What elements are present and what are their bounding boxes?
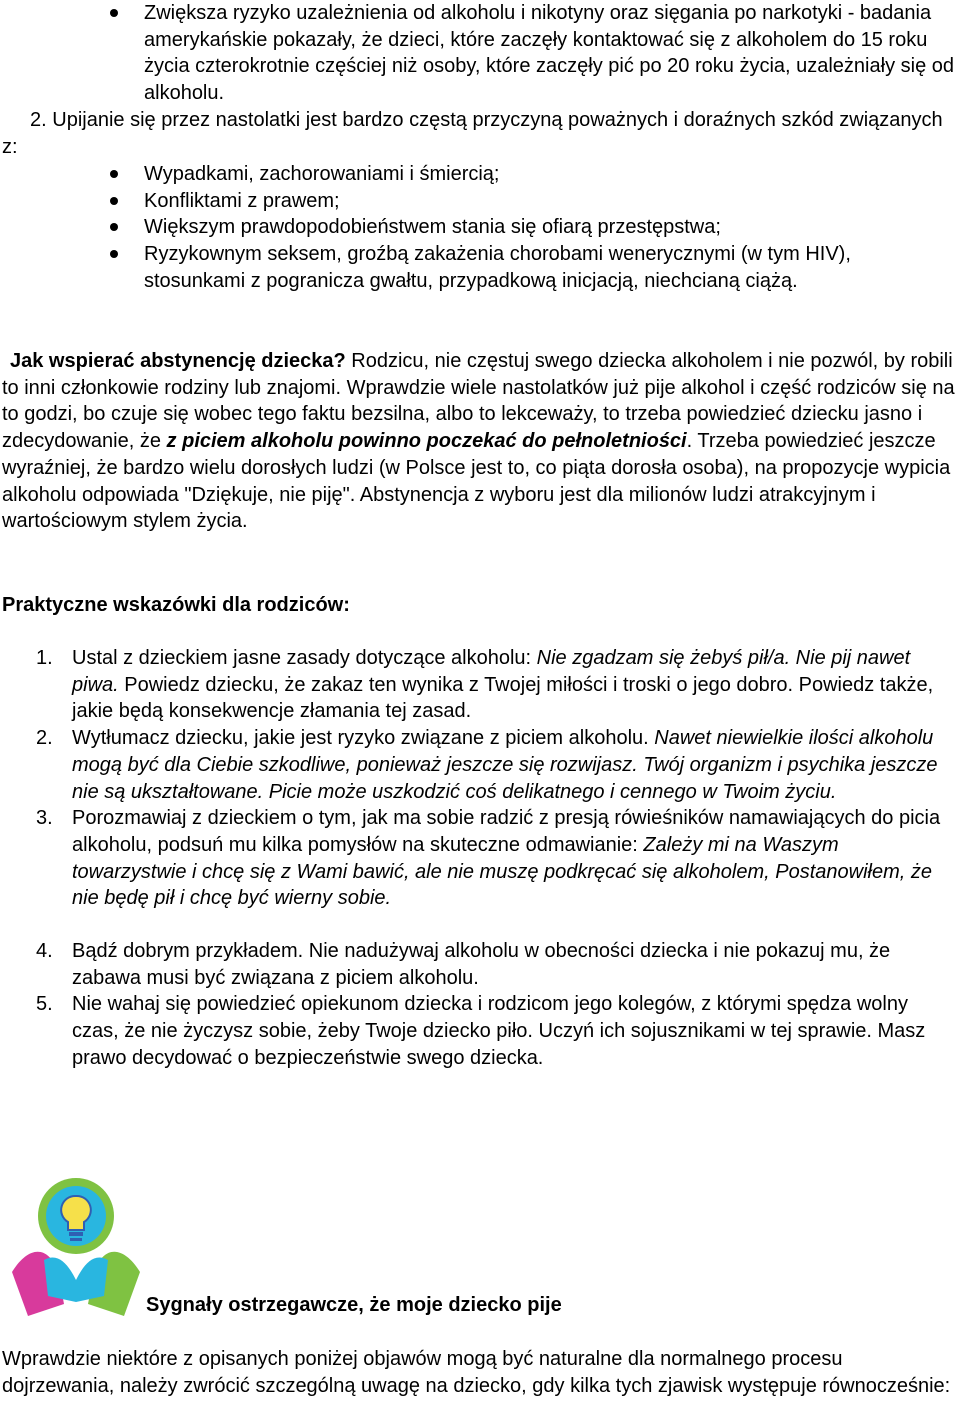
warning-heading: Sygnały ostrzegawcze, że moje dziecko pije bbox=[146, 1294, 562, 1316]
tip-text: Bądź dobrym przykładem. Nie nadużywaj alkoholu w obecności dziecka i nie pokazuj mu, że zabawa musi być związana z piciem alkoholu. bbox=[72, 940, 891, 989]
warning-paragraph: Wprawdzie niektóre z opisanych poniżej objawów mogą być naturalne dla normalnego procesu dojrzewania, należy zwrócić szczególną uwagę na dziecko, gdy kilka tych zjawisk występuje równocześnie: bbox=[2, 1348, 951, 1397]
tip-number: 5. bbox=[36, 993, 53, 1016]
tip-italic: Nawet niewielkie ilości alkoholu mogą być dla Ciebie szkodliwe, ponieważ jeszcze się rozwijasz. Twój organizm i psychika jeszcze nie są ukształtowane. Picie może uszkodzić coś delikatnego i cennego w Twoim życiu. bbox=[72, 727, 938, 803]
lightbulb-hands-logo-icon bbox=[6, 1176, 146, 1324]
point-2-number: 2. bbox=[30, 109, 47, 131]
tip-number: 1. bbox=[36, 647, 53, 669]
tip-italic: Zależy mi na Waszym towarzystwie i chcę się z Wami bawić, ale nie muszę podkręcać się alkoholem, Postanowiłem, że nie będę pił i chcę być wierny sobie. bbox=[72, 833, 932, 910]
tip-text-2: Powiedz dziecku, że zakaz ten wynika z Twojej miłości i troski o jego dobro. Powiedz także, jakie będą konsekwencje złamania tej zasad. bbox=[72, 673, 934, 723]
list-item: Wypadkami, zachorowaniami i śmiercią; bbox=[144, 161, 924, 188]
abstinence-paragraph bbox=[2, 348, 957, 535]
harm-list bbox=[144, 161, 924, 295]
tips-heading: Praktyczne wskazówki dla rodziców: bbox=[2, 594, 350, 616]
list-item: Zwiększa ryzyko uzależnienia od alkoholu i nikotyny oraz sięgania po narkotyki - badania amerykańskie pokazały, że dzieci, które zaczęły kontaktować się z alkoholem do 15 roku życia czterokrotnie częściej niż osoby, które zaczęły pić po 20 roku życia, uzależniały się od alkoholu. bbox=[144, 0, 954, 107]
tip-text: Wytłumacz dziecku, jakie jest ryzyko związane z piciem alkoholu. bbox=[72, 727, 655, 750]
tip-item-3 bbox=[36, 805, 952, 912]
tip-item-4 bbox=[36, 938, 952, 991]
tip-text: Nie wahaj się powiedzieć opiekunom dziecka i rodzicom jego kolegów, z którymi spędza wolny czas, że nie życzysz sobie, żeby Twoje dziecko piło. Uczyń ich sojusznikami w tej sprawie. Masz prawo decydować o bezpieczeństwie swego dziecka. bbox=[72, 993, 926, 1069]
tip-text: Ustal z dzieckiem jasne zasady dotyczące alkoholu: bbox=[72, 647, 537, 669]
point-2 bbox=[2, 107, 954, 160]
abstinence-emphasis: z piciem alkoholu powinno poczekać do pełnoletniości bbox=[166, 430, 687, 453]
tip-item-5 bbox=[36, 991, 952, 1071]
tip-number: 3. bbox=[36, 807, 53, 830]
tips-list bbox=[36, 645, 952, 1072]
top-bullet-list bbox=[144, 0, 954, 107]
list-item: Konfliktami z prawem; bbox=[144, 188, 924, 215]
tip-number: 2. bbox=[36, 727, 53, 750]
list-item: Większym prawdopodobieństwem stania się ofiarą przestępstwa; bbox=[144, 214, 924, 241]
tip-text: Porozmawiaj z dzieckiem o tym, jak ma sobie radzić z presją rówieśników namawiających do picia alkoholu, podsuń mu kilka pomysłów na skuteczne odmawianie: bbox=[72, 807, 941, 856]
tip-item-2 bbox=[36, 725, 952, 805]
tip-italic: Nie zgadzam się żebyś pił/a. Nie pij nawet piwa. bbox=[72, 647, 911, 696]
tip-item-1 bbox=[36, 645, 952, 725]
point-2-text: Upijanie się przez nastolatki jest bardzo częstą przyczyną poważnych i doraźnych szkód związanych z: bbox=[2, 109, 943, 158]
tip-number: 4. bbox=[36, 940, 53, 963]
abstinence-text-2: . Trzeba powiedzieć jeszcze wyraźniej, że bardzo wielu dorosłych ludzi (w Polsce jest to, co piąta dorosła osoba), na propozycje wypicia alkoholu odpowiada "Dziękuje, nie piję". Abstynencja z wyboru jest dla milionów ludzi atrakcyjnym i wartościowym stylem życia. bbox=[2, 430, 951, 533]
list-item: Ryzykownym seksem, groźbą zakażenia chorobami wenerycznymi (w tym HIV), stosunkami z pogranicza gwałtu, przypadkową inicjacją, niechcianą ciążą. bbox=[144, 241, 924, 294]
abstinence-heading: Jak wspierać abstynencję dziecka? bbox=[10, 350, 346, 372]
abstinence-text-1: Rodzicu, nie częstuj swego dziecka alkoholem i nie pozwól, by robili to inni członkowie rodziny lub znajomi. Wprawdzie wiele nastolatków już pije alkohol i część rodziców się na to godzi, bo czuje się wobec tego faktu bezsilna, albo to lekceważy, to trzeba powiedzieć dziecku jasno i zdecydowanie, że bbox=[2, 350, 955, 453]
